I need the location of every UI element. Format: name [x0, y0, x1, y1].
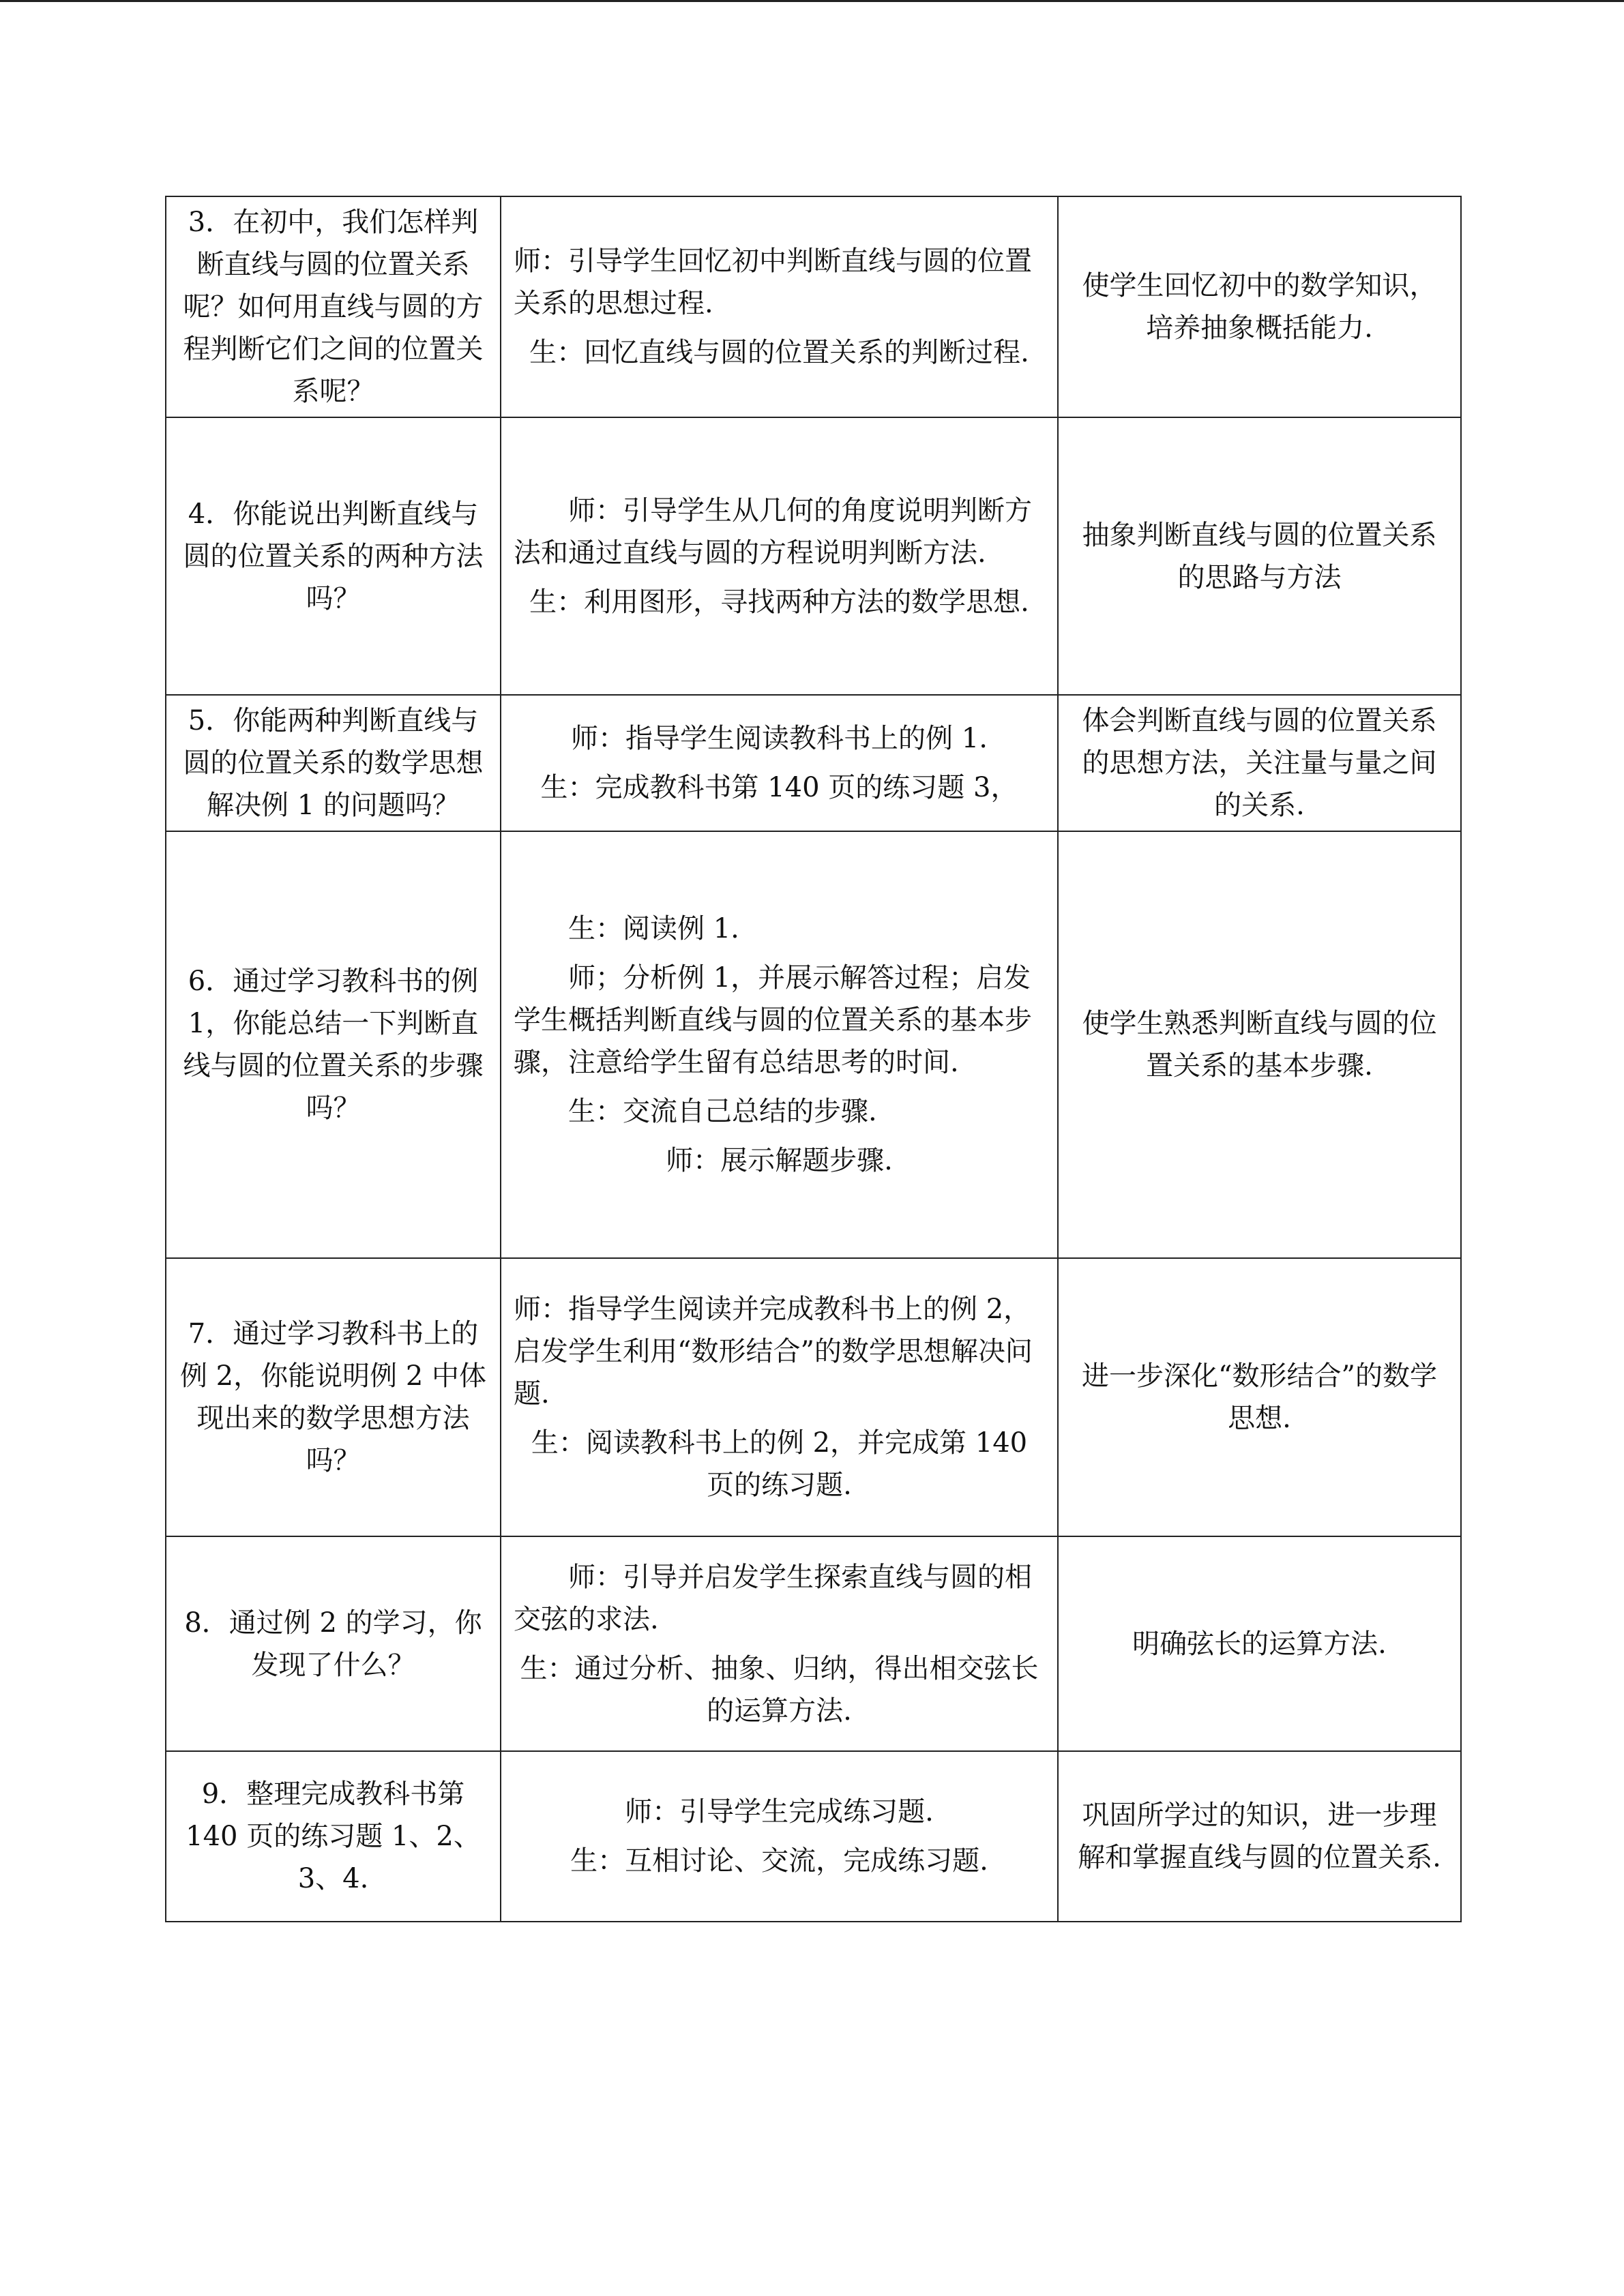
table-row [166, 417, 1461, 695]
goal-cell: 使学生回忆初中的数学知识，培养抽象概括能力. [1058, 196, 1461, 417]
page-top-border [0, 0, 1624, 2]
process-line: 生：互相讨论、交流，完成练习题. [570, 1845, 988, 1877]
goal-cell: 明确弦长的运算方法. [1058, 1536, 1461, 1751]
process-line: 生：阅读教科书上的例 2，并完成第 140 页的练习题. [531, 1427, 1028, 1501]
process-line: 生：利用图形，寻找两种方法的数学思想. [529, 586, 1029, 618]
table-row [166, 695, 1461, 831]
process-cell [501, 695, 1058, 831]
question-cell: 7．通过学习教科书上的例 2，你能说明例 2 中体现出来的数学思想方法吗？ [166, 1258, 501, 1536]
goal-cell: 体会判断直线与圆的位置关系的思想方法，关注量与量之间的关系. [1058, 695, 1461, 831]
process-line: 师：展示解题步骤. [666, 1145, 893, 1176]
process-line: 生：阅读例 1. [568, 913, 739, 944]
lesson-plan-table [165, 196, 1462, 1922]
goal-cell: 抽象判断直线与圆的位置关系的思路与方法 [1058, 417, 1461, 695]
question-cell: 6．通过学习教科书的例 1，你能总结一下判断直线与圆的位置关系的步骤吗？ [166, 831, 501, 1258]
process-line: 师：引导学生从几何的角度说明判断方法和通过直线与圆的方程说明判断方法. [514, 494, 1032, 569]
process-line: 师：指导学生阅读教科书上的例 1. [571, 723, 988, 754]
question-cell: 3．在初中，我们怎样判断直线与圆的位置关系呢？如何用直线与圆的方程判断它们之间的位置关系呢？ [166, 196, 501, 417]
question-cell: 5．你能两种判断直线与圆的位置关系的数学思想解决例 1 的问题吗？ [166, 695, 501, 831]
goal-cell: 使学生熟悉判断直线与圆的位置关系的基本步骤. [1058, 831, 1461, 1258]
table-row [166, 831, 1461, 1258]
process-line: 师：指导学生阅读并完成教科书上的例 2，启发学生利用“数形结合”的数学思想解决问题. [514, 1294, 1033, 1410]
process-cell [501, 196, 1058, 417]
table-row [166, 196, 1461, 417]
goal-cell: 巩固所学过的知识，进一步理解和掌握直线与圆的位置关系. [1058, 1751, 1461, 1922]
process-line: 师：引导并启发学生探索直线与圆的相交弦的求法. [514, 1561, 1032, 1635]
table-row [166, 1751, 1461, 1922]
process-line: 师；分析例 1，并展示解答过程；启发学生概括判断直线与圆的位置关系的基本步骤，注意给学生留有总结思考的时间. [514, 962, 1032, 1078]
process-line: 生：完成教科书第 140 页的练习题 3， [540, 772, 1018, 803]
question-cell: 4．你能说出判断直线与圆的位置关系的两种方法吗？ [166, 417, 501, 695]
process-line: 生：通过分析、抽象、归纳，得出相交弦长的运算方法. [520, 1652, 1039, 1727]
process-line: 生：回忆直线与圆的位置关系的判断过程. [529, 337, 1029, 368]
goal-cell: 进一步深化“数形结合”的数学思想. [1058, 1258, 1461, 1536]
process-line: 生：交流自己总结的步骤. [568, 1096, 877, 1127]
process-cell [501, 1258, 1058, 1536]
process-cell [501, 417, 1058, 695]
process-cell [501, 1536, 1058, 1751]
process-line: 师：引导学生回忆初中判断直线与圆的位置关系的思想过程. [514, 245, 1032, 319]
process-line: 师：引导学生完成练习题. [625, 1796, 934, 1828]
process-cell [501, 831, 1058, 1258]
process-cell [501, 1751, 1058, 1922]
question-cell: 9．整理完成教科书第 140 页的练习题 1、2、3、4. [166, 1751, 501, 1922]
table-row [166, 1536, 1461, 1751]
table-row [166, 1258, 1461, 1536]
question-cell: 8．通过例 2 的学习，你发现了什么？ [166, 1536, 501, 1751]
